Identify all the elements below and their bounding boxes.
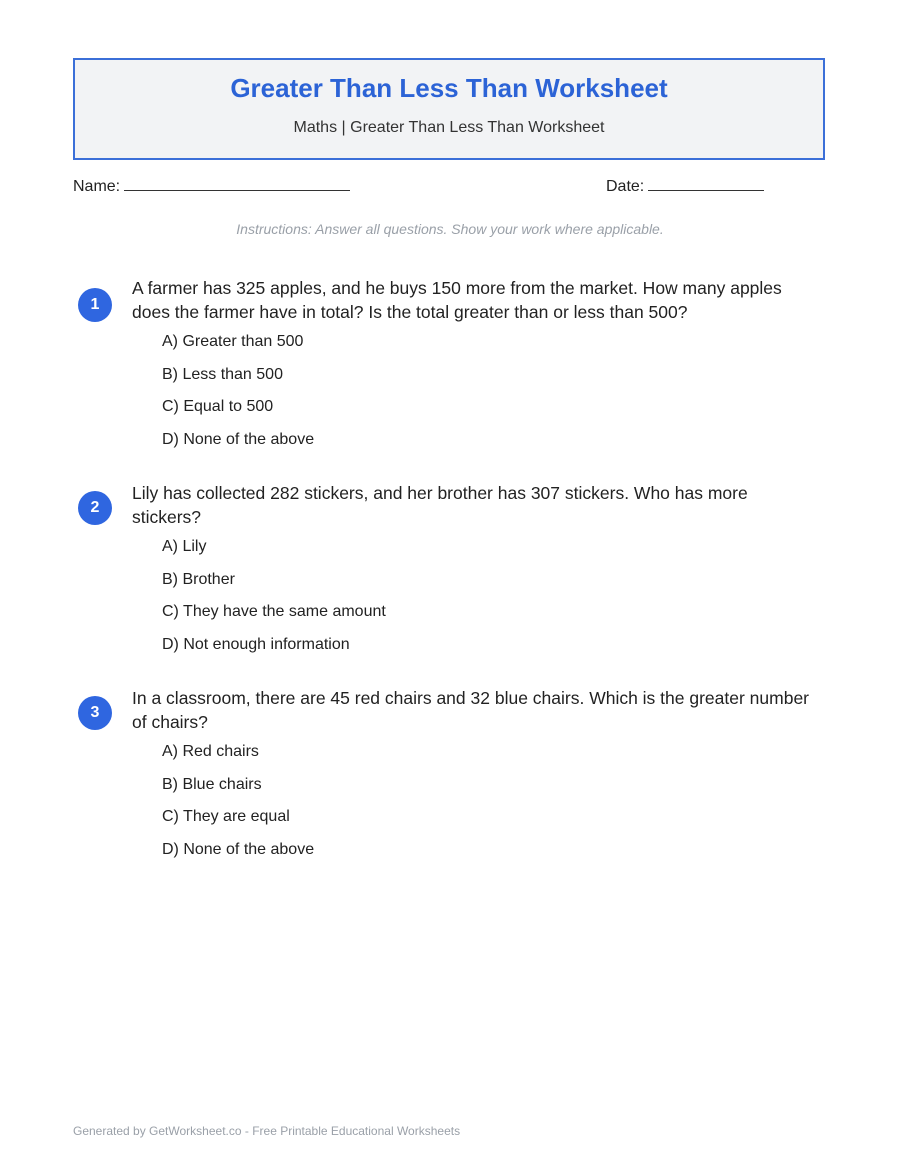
answer-options [162, 537, 386, 667]
question-number-badge: 3 [78, 696, 112, 730]
name-field[interactable] [73, 176, 350, 196]
question-2 [73, 481, 825, 661]
worksheet-title: Greater Than Less Than Worksheet [230, 73, 668, 103]
answer-option[interactable]: A) Red chairs [162, 743, 259, 760]
answer-options [162, 742, 314, 872]
answer-option[interactable]: D) None of the above [162, 430, 315, 448]
answer-option[interactable]: D) Not enough information [162, 635, 350, 653]
question-number-badge: 1 [78, 288, 112, 322]
date-blank[interactable] [648, 176, 764, 191]
worksheet-header [73, 58, 825, 160]
answer-option[interactable]: A) Greater than 500 [162, 333, 304, 350]
answer-option[interactable]: B) Less than 500 [162, 365, 283, 383]
answer-option[interactable]: B) Blue chairs [162, 775, 262, 793]
name-blank[interactable] [124, 176, 350, 191]
question-number-badge: 2 [78, 491, 112, 525]
worksheet-subtitle: Maths | Greater Than Less Than Worksheet [293, 119, 605, 136]
answer-option[interactable]: B) Brother [162, 570, 235, 588]
question-text: In a classroom, there are 45 red chairs and 32 blue chairs. Which is the greater number of chairs? [132, 688, 810, 732]
question-text: Lily has collected 282 stickers, and her brother has 307 stickers. Who has more stickers? [132, 483, 748, 527]
name-label: Name: [73, 178, 121, 195]
question-1 [73, 276, 825, 456]
date-field[interactable] [606, 176, 764, 196]
answer-option[interactable]: C) They have the same amount [162, 603, 386, 620]
question-text: A farmer has 325 apples, and he buys 150 more from the market. How many apples does the farmer have in total? Is the total greater than or less than 500? [132, 278, 782, 322]
answer-option[interactable]: A) Lily [162, 538, 207, 555]
answer-option[interactable]: C) They are equal [162, 808, 290, 825]
answer-option[interactable]: C) Equal to 500 [162, 398, 274, 415]
instructions-text: Instructions: Answer all questions. Show your work where applicable. [236, 221, 664, 237]
date-label: Date: [606, 178, 645, 195]
footer-credit: Generated by GetWorksheet.co - Free Printable Educational Worksheets [73, 1124, 461, 1138]
answer-option[interactable]: D) None of the above [162, 840, 315, 858]
answer-options [162, 332, 314, 462]
question-3 [73, 686, 825, 866]
